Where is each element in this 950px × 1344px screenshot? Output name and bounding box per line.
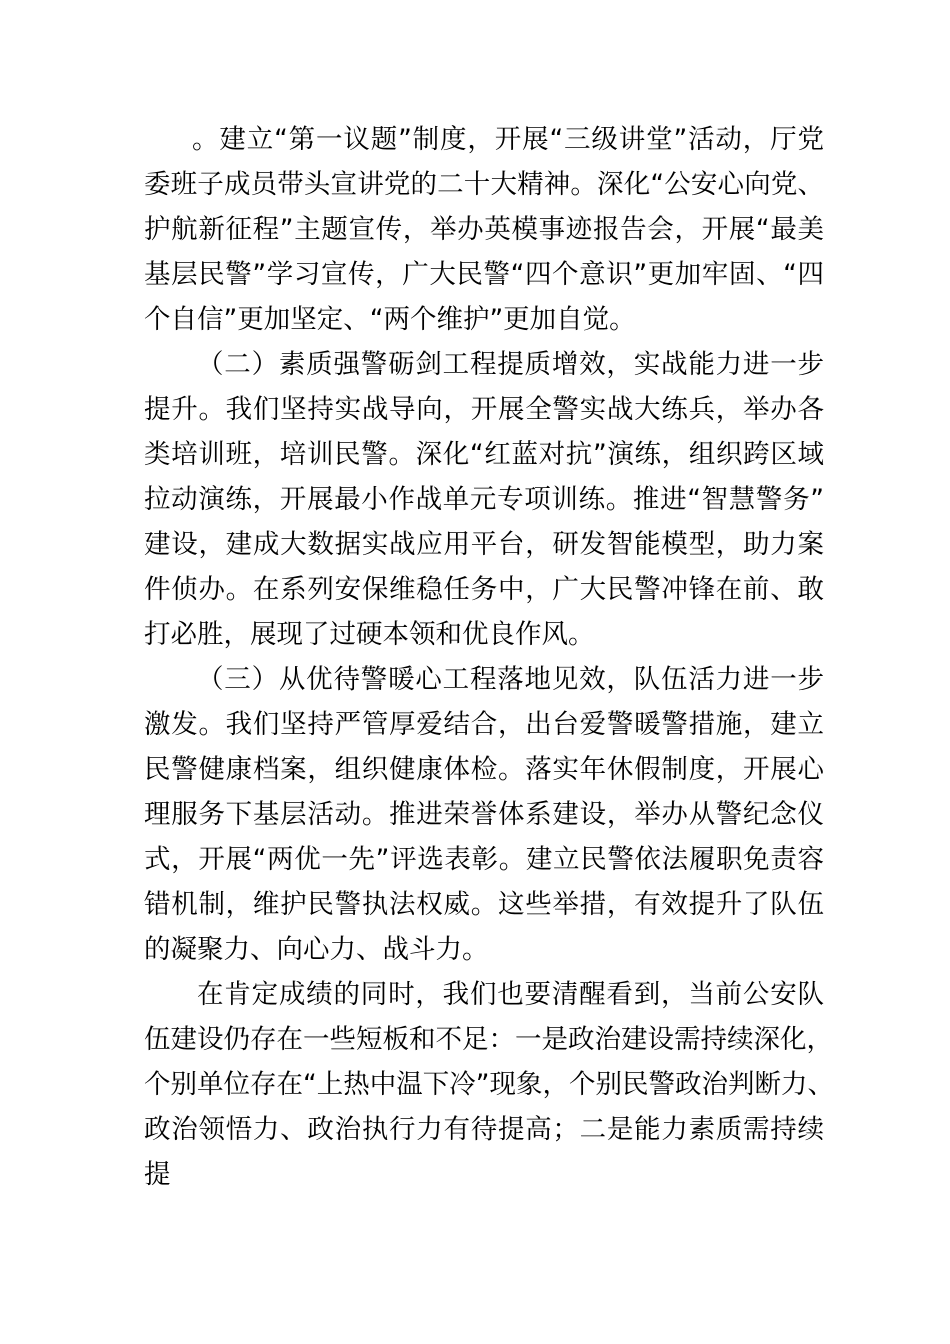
- text-line: 民警健康档案，组织健康体检。落实年休假制度，开展心: [144, 754, 824, 785]
- text-line: 护航新征程”主题宣传，举办英模事迹报告会，开展“最美: [144, 214, 824, 245]
- text-line: 个别单位存在“上热中温下冷”现象，个别民警政治判断力、: [144, 1069, 834, 1100]
- section-heading-line: （三）从优待警暖心工程落地见效，队伍活力进一步: [197, 664, 824, 695]
- text-line: 伍建设仍存在一些短板和不足：一是政治建设需持续深化，: [144, 1024, 833, 1055]
- body-text: [144, 117, 834, 1197]
- text-line: 激发。我们坚持严管厚爱结合，出台爱警暖警措施，建立: [144, 709, 824, 740]
- text-line: 提升。我们坚持实战导向，开展全警实战大练兵，举办各: [144, 394, 824, 425]
- text-line: 打必胜，展现了过硬本领和优良作风。: [144, 619, 595, 650]
- text-line: 类培训班，培训民警。深化“红蓝对抗”演练，组织跨区域: [144, 439, 824, 470]
- text-line: 。建立“第一议题”制度，开展“三级讲堂”活动，厅党: [192, 124, 824, 155]
- text-line: 件侦办。在系列安保维稳任务中，广大民警冲锋在前、敢: [144, 574, 824, 605]
- text-line: 拉动演练，开展最小作战单元专项训练。推进“智慧警务”: [144, 484, 824, 515]
- text-line: 式，开展“两优一先”评选表彰。建立民警依法履职免责容: [144, 844, 824, 875]
- text-line: 建设，建成大数据实战应用平台，研发智能模型，助力案: [144, 529, 824, 560]
- text-line: 委班子成员带头宣讲党的二十大精神。深化“公安心向党、: [144, 169, 824, 200]
- text-line: 理服务下基层活动。推进荣誉体系建设，举办从警纪念仪: [144, 799, 824, 830]
- text-line: 提: [144, 1159, 171, 1190]
- text-line: 的凝聚力、向心力、战斗力。: [144, 934, 489, 965]
- section-heading-line: （二）素质强警砺剑工程提质增效，实战能力进一步: [197, 349, 824, 380]
- text-line: 基层民警”学习宣传，广大民警“四个意识”更加牢固、“四: [144, 259, 824, 290]
- text-line: 错机制，维护民警执法权威。这些举措，有效提升了队伍: [144, 889, 824, 920]
- paragraph-start-line: 在肯定成绩的同时，我们也要清醒看到，当前公安队: [197, 979, 824, 1010]
- text-line: 政治领悟力、政治执行力有待提高；二是能力素质需持续: [144, 1114, 824, 1145]
- text-line: 个自信”更加坚定、“两个维护”更加自觉。: [144, 304, 636, 335]
